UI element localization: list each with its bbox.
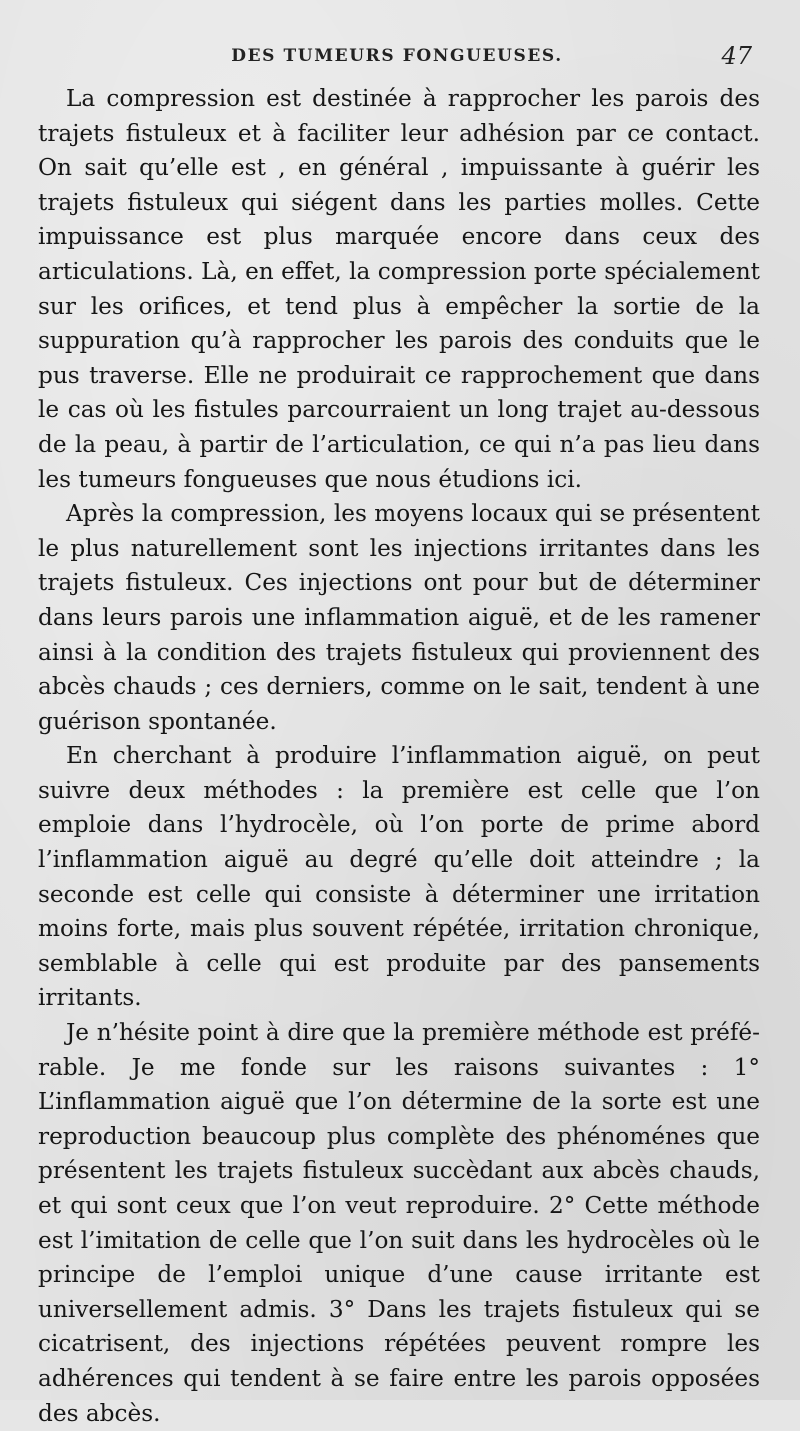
page-number: 47 <box>721 42 752 70</box>
paragraph-methods: En cherchant à produire l’inflammation aiguë, on peut suivre deux méthodes : la première est celle que l’on emploie dans l’hydrocèle, où l’on porte de prime abord l’inflammation aiguë au degré qu’elle doit atteindre ; la seconde est celle qui consiste à déterminer une irritation moins forte, mais plus souvent répétée, irritation chronique, semblable à celle qui est produite par des pansements irritants. <box>38 742 760 1012</box>
page-header <box>36 44 758 74</box>
running-title: DES TUMEURS FONGUEUSES. <box>231 46 563 66</box>
paragraph-injections: Après la compression, les moyens locaux qui se présentent le plus naturellement sont les injections irritantes dans les trajets fistuleux. Ces injections ont pour but de déterminer dans leurs parois une inflammation aiguë, et de les ramener ainsi à la condition des trajets fistuleux qui proviennent des abcès chauds ; ces derniers, comme on le sait, tendent à une guérison spontanée. <box>38 500 760 735</box>
paragraph-compression: La compression est destinée à rapprocher les parois des trajets fistuleux et à faciliter leur adhésion par ce contact. On sait qu’elle est , en général , impuissante à guérir les trajets fistuleux qui siégent dans les parties molles. Cette impuissance est plus marquée encore dans ceux des articulations. Là, en effet, la compression porte spécialement sur les orifices, et tend plus à empêcher la sortie de la suppuration qu’à rapprocher les parois des conduits que le pus traverse. Elle ne produirait ce rapprochement que dans le cas où les fistules parcourraient un long trajet au-dessous de la peau, à partir de l’articulation, ce qui n’a pas lieu dans les tumeurs fongueuses que nous étudions ici. <box>38 85 760 493</box>
body-text <box>38 82 760 1431</box>
paragraph-preferred-method: Je n’hésite point à dire que la première méthode est préférable. Je me fonde sur les raisons suivantes : 1° L’inflammation aiguë que l’on détermine de la sorte est une reproduction beaucoup plus complète des phénoménes que présentent les trajets fistuleux succèdant aux abcès chauds, et qui sont ceux que l’on veut reproduire. 2° Cette méthode est l’imitation de celle que l’on suit dans les hydrocèles où le principe de l’emploi unique d’une cause irritante est universellement admis. 3° Dans les trajets fistuleux qui se cicatrisent, des injections répétées peuvent rompre les adhérences qui tendent à se faire entre les parois opposées des abcès. <box>38 1019 760 1427</box>
